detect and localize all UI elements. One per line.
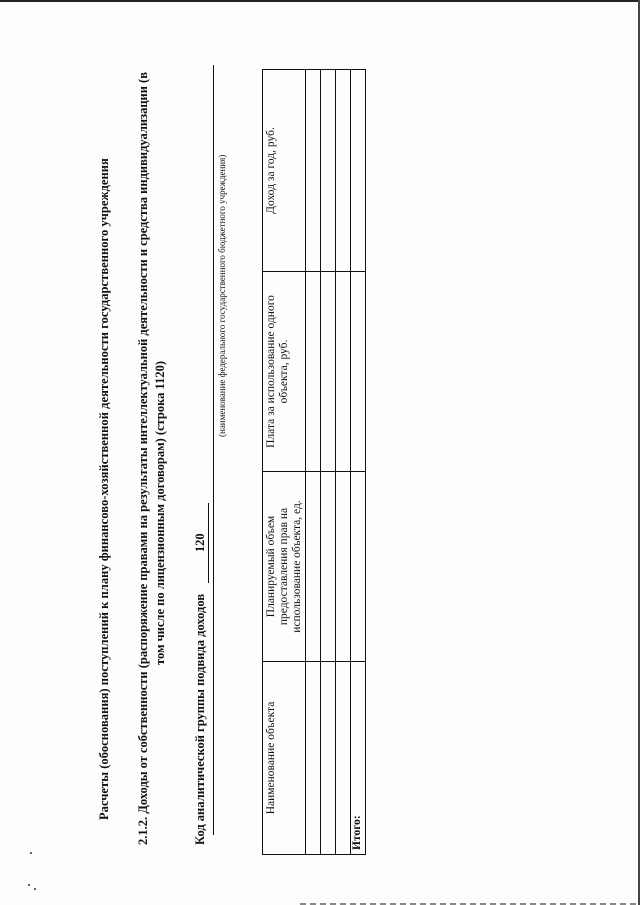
- table-cell: [320, 272, 335, 472]
- table-cell: [350, 70, 365, 272]
- column-header-planned-volume: Планируемый объем предоставления прав на использование объекта, ед.: [263, 472, 306, 662]
- table-total-row: [350, 70, 365, 855]
- table-cell: [335, 70, 350, 272]
- table-cell: [350, 272, 365, 472]
- table-cell: [335, 472, 350, 662]
- table-cell: [305, 662, 320, 855]
- column-header-annual-income: Доход за год, руб.: [263, 70, 306, 272]
- column-header-object-name: Наименование объекта: [263, 662, 306, 855]
- table-cell: [350, 472, 365, 662]
- income-code-value: 120: [193, 503, 209, 583]
- organization-name-caption: (наименование федерального государственного бюджетного учреждения): [217, 154, 227, 437]
- income-code-row: [193, 503, 209, 845]
- income-code-label: Код аналитической группы подвида доходов: [193, 593, 207, 845]
- table-cell: [320, 662, 335, 855]
- column-header-fee-per-object: Плата за использование одного объекта, руб.: [263, 272, 306, 472]
- table-row: [335, 70, 350, 855]
- table-cell: [305, 472, 320, 662]
- table-cell: [305, 70, 320, 272]
- table-header-row: [263, 70, 306, 855]
- table-cell: [335, 272, 350, 472]
- table-cell: [320, 70, 335, 272]
- organization-name-line: [213, 65, 214, 835]
- table-cell: [335, 662, 350, 855]
- section-heading-line1: 2.1.2. Доходы от собственности (распоряжение правами на результаты интеллектуальной деятельности и средства индивидуализации (в: [136, 72, 150, 845]
- total-label: Итого:: [350, 662, 365, 855]
- income-table: [262, 69, 366, 855]
- document-title: Расчеты (обоснования) поступлений к плану финансово-хозяйственной деятельности государственного учреждения: [97, 158, 111, 820]
- table-row: [305, 70, 320, 855]
- section-heading-line2: том числе по лицензионным договорам) (строка 1120): [153, 361, 167, 665]
- table-row: [320, 70, 335, 855]
- table-cell: [305, 272, 320, 472]
- table-cell: [320, 472, 335, 662]
